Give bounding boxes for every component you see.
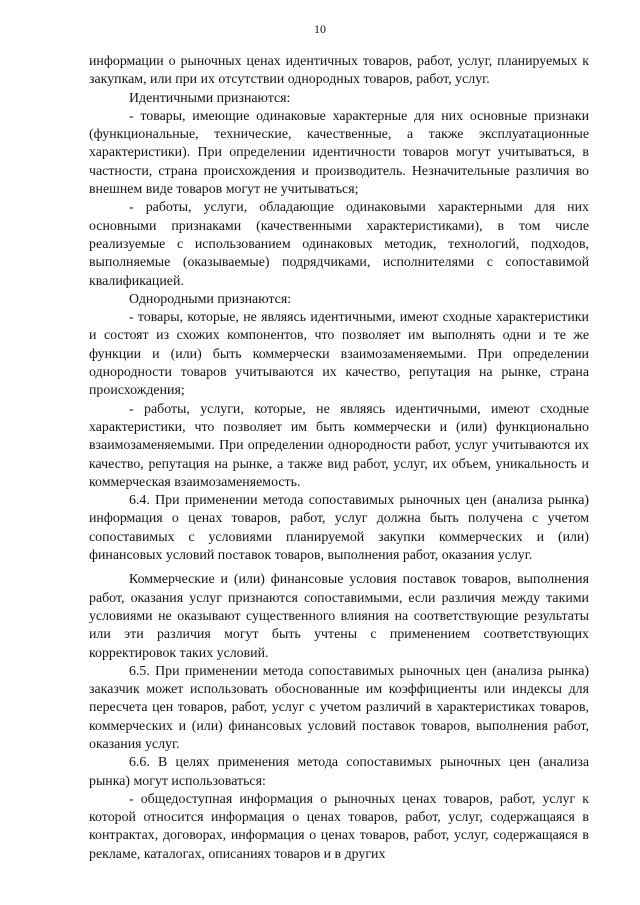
paragraph: Идентичными признаются: bbox=[129, 90, 291, 106]
paragraph: 6.4. При применении метода сопоставимых рыночных цен (анализа рынка) информация о ценах товаров, работ, услуг должна быть получена с учетом сопоставимых с условиями планируемой закупки коммерческих и (или) финансовых условий поставок товаров, выполнения работ, оказания услуг. bbox=[89, 493, 589, 564]
paragraph: Коммерческие и (или) финансовые условия поставок товаров, выполнения работ, оказания услуг признаются сопоставимыми, если различия между такими условиями не оказывают существенного влияния на соответствующие результаты или эти различия могут быть учтены с применением соответствующих корректировок таких условий. bbox=[89, 572, 589, 661]
paragraph: 6.6. В целях применения метода сопоставимых рыночных цен (анализа рынка) могут использоваться: bbox=[89, 755, 589, 789]
paragraph: Однородными признаются: bbox=[129, 291, 292, 307]
paragraph: - товары, имеющие одинаковые характерные для них основные признаки (функциональные, технические, качественные, а также эксплуатационные характеристики). При определении идентичности товаров могут учитываться, в частности, страна происхождения и производитель. Незначительные различия во внешнем виде товаров могут не учитываться; bbox=[89, 108, 589, 198]
paragraph: - товары, которые, не являясь идентичными, имеют сходные характеристики и состоят из схожих компонентов, что позволяет им выполнять одни и те же функции и (или) быть коммерчески взаимозаменяемыми. При определении однородности товаров учитываются их качество, репутация на рынке, страна происхождения; bbox=[89, 310, 589, 399]
body-text bbox=[89, 53, 589, 864]
paragraph: - работы, услуги, обладающие одинаковыми характерными для них основными признаками (качественными характеристиками), в том числе реализуемые с использованием одинаковых методик, технологий, подходов, выполняемые (оказываемые) подрядчиками, исполнителями с сопоставимой квалификацией. bbox=[89, 200, 589, 289]
paragraph: - работы, услуги, которые, не являясь идентичными, имеют сходные характеристики, что позволяет им быть коммерчески и (или) функционально взаимозаменяемыми. При определении однородности работ, услуг учитываются их качество, репутация на рынке, а также вид работ, услуг, их объем, уникальность и коммерческая взаимозаменяемость. bbox=[89, 401, 589, 490]
paragraph: 6.5. При применении метода сопоставимых рыночных цен (анализа рынка) заказчик может использовать обоснованные им коэффициенты или индексы для пересчета цен товаров, работ, услуг с учетом различий в характеристиках товаров, коммерческих и (или) финансовых условий поставок товаров, выполнения работ, оказания услуг. bbox=[89, 663, 589, 752]
page-number: 10 bbox=[314, 22, 326, 36]
paragraph: - общедоступная информация о рыночных ценах товаров, работ, услуг к которой относится информация о ценах товаров, работ, услуг, содержащаяся в контрактах, договорах, информация о ценах товаров, работ, услуг, содержащаяся в рекламе, каталогах, описаниях товаров и в других bbox=[89, 791, 589, 862]
paragraph: информации о рыночных ценах идентичных товаров, работ, услуг, планируемых к закупкам, или при их отсутствии однородных товаров, работ, услуг. bbox=[89, 54, 589, 88]
